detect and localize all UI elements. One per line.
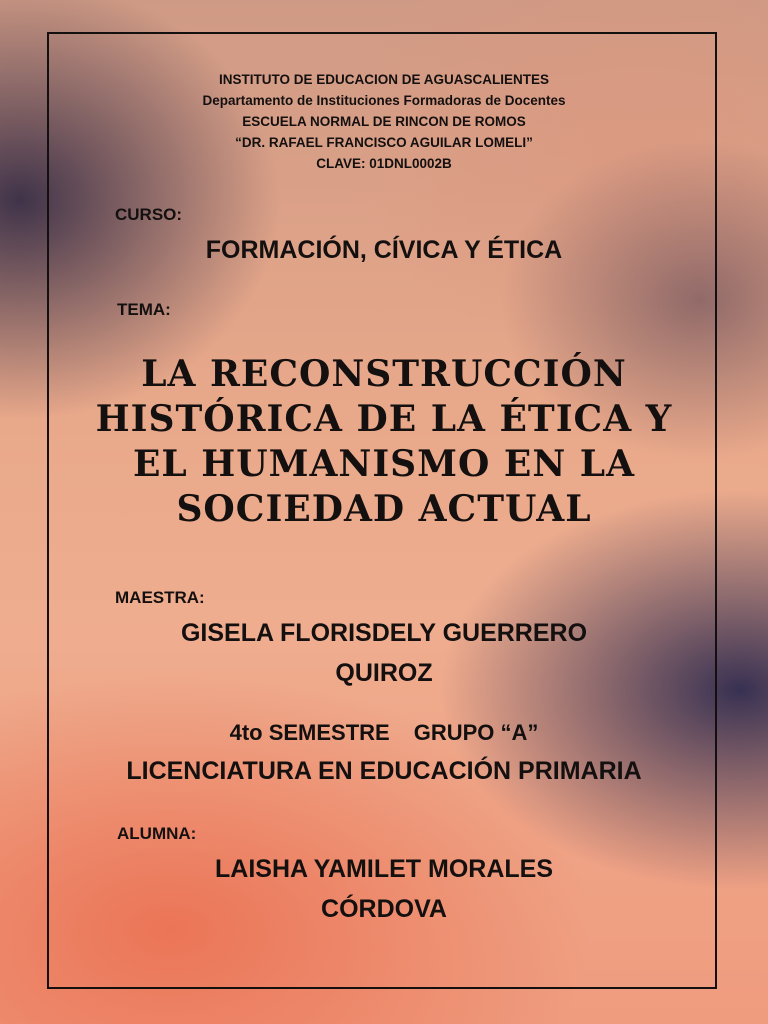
maestra-name xyxy=(0,613,768,693)
alumna-label: ALUMNA: xyxy=(117,824,197,843)
tema-label: TEMA: xyxy=(117,300,171,319)
maestra-label: MAESTRA: xyxy=(115,588,205,607)
maestra-name-line: GISELA FLORISDELY GUERRERO xyxy=(180,619,588,647)
curso-label: CURSO: xyxy=(115,205,183,224)
semester-group-line xyxy=(0,718,768,748)
document-title xyxy=(0,352,768,532)
maestra-name-line: QUIROZ xyxy=(335,659,433,687)
header-line: Departamento de Instituciones Formadoras de Docentes xyxy=(202,93,566,108)
degree-program: LICENCIATURA EN EDUCACIÓN PRIMARIA xyxy=(126,757,642,785)
title-line: HISTÓRICA DE LA ÉTICA Y xyxy=(95,398,673,440)
group: GRUPO “A” xyxy=(413,720,539,745)
header-line: INSTITUTO DE EDUCACION DE AGUASCALIENTES xyxy=(218,72,550,87)
alumna-name-line: CÓRDOVA xyxy=(321,895,447,923)
alumna-name-line: LAISHA YAMILET MORALES xyxy=(215,855,553,883)
alumna-name xyxy=(0,849,768,929)
title-line: EL HUMANISMO EN LA xyxy=(132,443,636,485)
title-line: LA RECONSTRUCCIÓN xyxy=(141,353,627,395)
institution-header xyxy=(0,69,768,174)
header-line: ESCUELA NORMAL DE RINCON DE ROMOS xyxy=(242,114,526,129)
semester: 4to SEMESTRE xyxy=(229,720,390,745)
header-line: CLAVE: 01DNL0002B xyxy=(316,156,452,171)
title-line: SOCIEDAD ACTUAL xyxy=(176,488,592,530)
header-line: “DR. RAFAEL FRANCISCO AGUILAR LOMELI” xyxy=(235,135,533,150)
curso-value: FORMACIÓN, CÍVICA Y ÉTICA xyxy=(205,236,563,264)
